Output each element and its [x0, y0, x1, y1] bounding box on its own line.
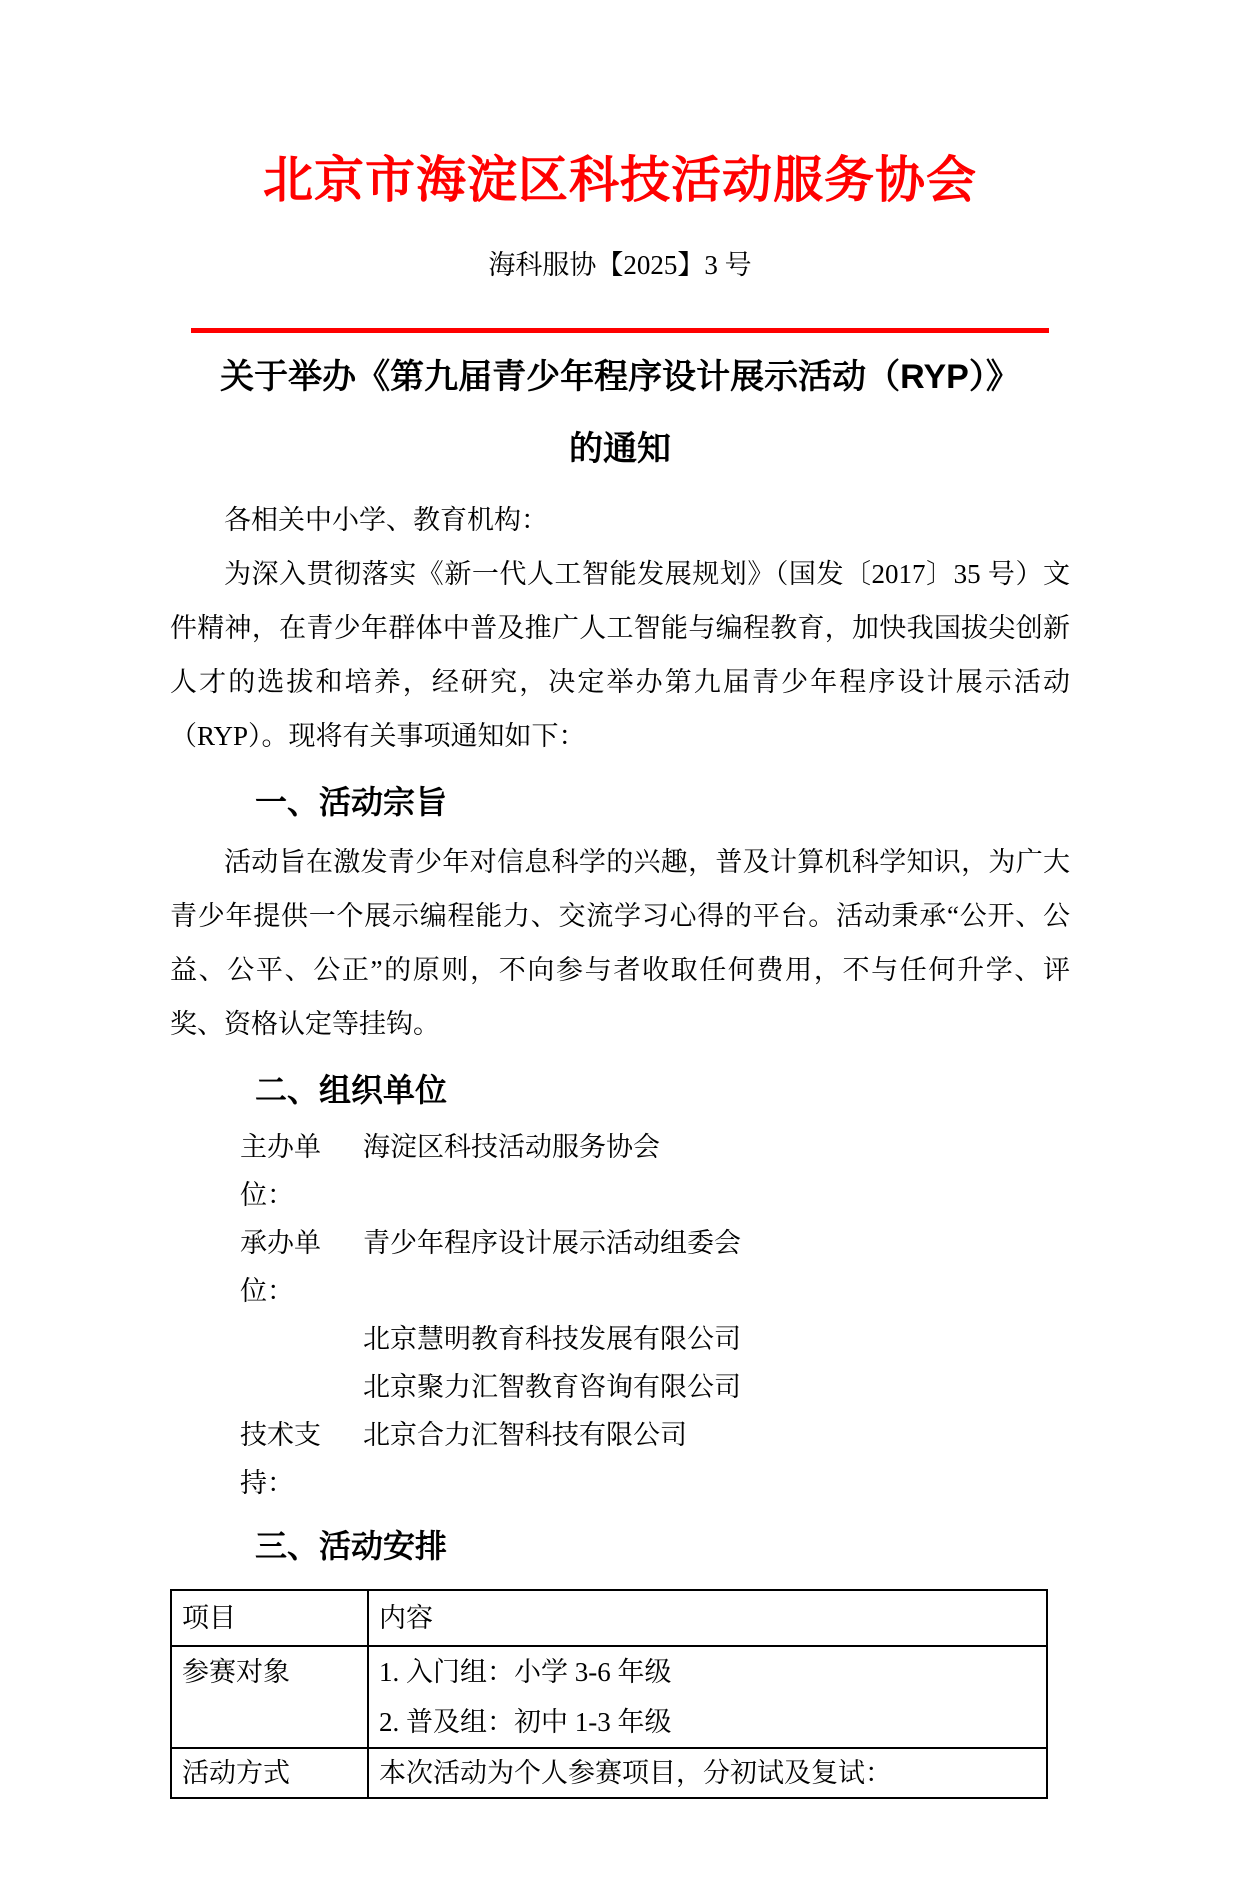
organizer-value: 北京慧明教育科技发展有限公司: [363, 1324, 741, 1354]
organizer-row-undertaker: [240, 1219, 1070, 1315]
organizer-label: [240, 1363, 363, 1411]
organizer-row-undertaker-2: [240, 1315, 1070, 1363]
table-header-item: 项目: [171, 1590, 368, 1646]
organizers-block: [240, 1123, 1070, 1507]
purpose-paragraph: 活动旨在激发青少年对信息科学的兴趣，普及计算机科学知识，为广大青少年提供一个展示编程能力、交流学习心得的平台。活动秉承“公开、公益、公平、公正”的原则，不向参与者收取任何费用，不与任何升学、评奖、资格认定等挂钩。: [170, 847, 1070, 1039]
section-heading-schedule: 三、活动安排: [255, 1528, 448, 1564]
organizer-label: 技术支持：: [240, 1420, 321, 1498]
organizer-value: 青少年程序设计展示活动组委会: [363, 1228, 741, 1258]
table-row-participants: [171, 1646, 1047, 1748]
section-heading-purpose: 一、活动宗旨: [255, 784, 448, 820]
organizer-row-host: [240, 1123, 1070, 1219]
organizer-row-undertaker-3: [240, 1363, 1070, 1411]
issuing-org-title: 北京市海淀区科技活动服务协会: [263, 152, 977, 208]
document-page: [0, 150, 1240, 1904]
table-row-format: [171, 1748, 1047, 1798]
table-cell-content-line: 1. 入门组：小学 3-6 年级: [379, 1657, 672, 1687]
table-header-content: 内容: [368, 1590, 1047, 1646]
table-cell-content-line: 本次活动为个人参赛项目，分初试及复试：: [379, 1758, 892, 1788]
organizer-value: 北京聚力汇智教育咨询有限公司: [363, 1372, 741, 1402]
notice-title-line1: 关于举办《第九届青少年程序设计展示活动（RYP）》: [220, 358, 1020, 396]
section-heading-organizers: 二、组织单位: [255, 1072, 448, 1108]
document-number: 海科服协【2025】3 号: [488, 250, 752, 280]
notice-title-line2: 的通知: [569, 430, 671, 468]
organizer-value: 北京合力汇智科技有限公司: [363, 1420, 687, 1450]
salutation: 各相关中小学、教育机构：: [224, 505, 548, 535]
organizer-label: 承办单位：: [240, 1228, 321, 1306]
table-cell-content-line: 2. 普及组：初中 1-3 年级: [379, 1707, 672, 1737]
organizer-label: [240, 1315, 363, 1363]
red-divider-rule: [191, 328, 1049, 333]
schedule-table: [170, 1589, 1048, 1799]
table-cell-item: 参赛对象: [182, 1657, 290, 1687]
organizer-value: 海淀区科技活动服务协会: [363, 1132, 660, 1162]
organizer-row-tech-support: [240, 1411, 1070, 1507]
organizer-label: 主办单位：: [240, 1132, 321, 1210]
intro-paragraph: 为深入贯彻落实《新一代人工智能发展规划》（国发〔2017〕35 号）文件精神，在青少年群体中普及推广人工智能与编程教育，加快我国拔尖创新人才的选拔和培养，经研究，决定举办第九届青少年程序设计展示活动（RYP）。现将有关事项通知如下：: [170, 559, 1070, 751]
table-cell-item: 活动方式: [182, 1758, 290, 1788]
table-header-row: [171, 1590, 1047, 1646]
